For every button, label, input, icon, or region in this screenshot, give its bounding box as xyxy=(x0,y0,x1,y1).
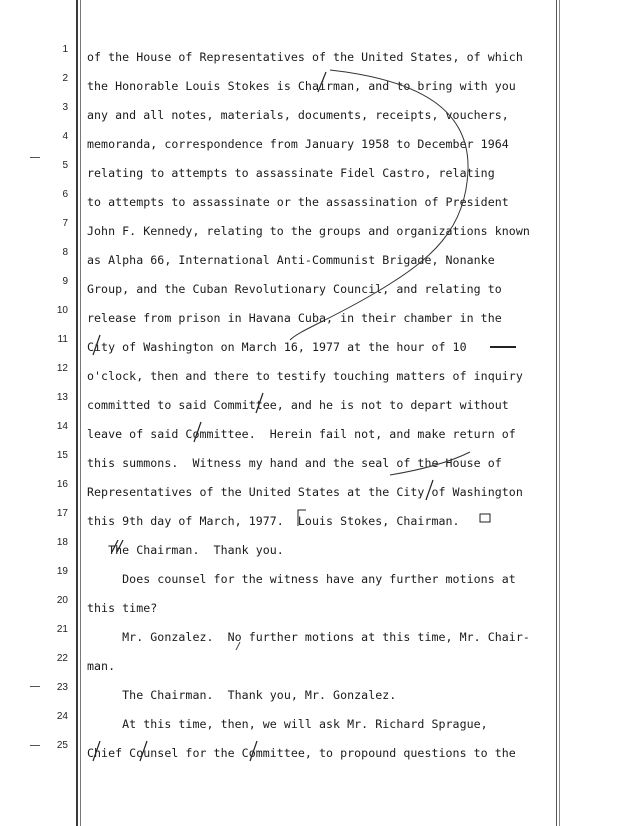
line-number: 9 xyxy=(62,276,68,287)
line-number: 2 xyxy=(62,73,68,84)
line-number: 11 xyxy=(57,334,68,345)
transcript-line: this time? xyxy=(87,601,158,615)
line-number: 14 xyxy=(56,421,68,432)
line-number: 23 xyxy=(56,682,68,693)
bracket-mark xyxy=(298,510,306,526)
transcript-line: o'clock, then and there to testify touching matters of inquiry xyxy=(87,369,523,383)
slash-mark xyxy=(426,480,433,500)
slash-mark xyxy=(250,741,257,761)
box-mark xyxy=(480,514,490,522)
transcript-line: leave of said Committee. Herein fail not, and make return of xyxy=(87,427,516,441)
line-number: 6 xyxy=(62,189,68,200)
slash-mark xyxy=(194,422,201,442)
transcript-line: to attempts to assassinate or the assassination of President xyxy=(87,195,509,209)
transcript-line: Does counsel for the witness have any further motions at xyxy=(87,572,516,586)
transcript-line: the Honorable Louis Stokes is Chairman, and to bring with you xyxy=(87,79,516,93)
slash-mark xyxy=(93,335,100,355)
line-number: 18 xyxy=(56,537,68,548)
transcript-line: committed to said Committee, and he is not to depart without xyxy=(87,398,509,412)
slash-mark xyxy=(140,741,147,761)
proofreading-curve-upper xyxy=(290,70,468,340)
transcript-line: Representatives of the United States at the City of Washington xyxy=(87,485,523,499)
line-number: 8 xyxy=(62,247,68,258)
transcript-line: Group, and the Cuban Revolutionary Council, and relating to xyxy=(87,282,502,296)
line-number: 13 xyxy=(56,392,68,403)
line-number: 12 xyxy=(56,363,68,374)
line-number: 25 xyxy=(56,740,68,751)
paragraph-mark xyxy=(112,540,123,552)
transcript-line: The Chairman. Thank you, Mr. Gonzalez. xyxy=(87,688,397,702)
transcript-line: as Alpha 66, International Anti-Communist Brigade, Nonanke xyxy=(87,253,495,267)
slash-mark xyxy=(256,393,263,413)
line-number: 22 xyxy=(56,653,68,664)
transcript-line: At this time, then, we will ask Mr. Richard Sprague, xyxy=(87,717,488,731)
transcript-line: Mr. Gonzalez. No further motions at this time, Mr. Chair- xyxy=(87,630,530,644)
line-number: 5 xyxy=(62,160,68,171)
line-number: 20 xyxy=(56,595,68,606)
slash-mark xyxy=(318,72,326,92)
line-number: 17 xyxy=(56,508,68,519)
line-number: 7 xyxy=(62,218,68,229)
line-number: 21 xyxy=(56,624,68,635)
transcript-line: City of Washington on March 16, 1977 at the hour of 10 xyxy=(87,340,467,354)
line-number: 16 xyxy=(56,479,68,490)
transcript-line: man. xyxy=(87,659,116,673)
transcript-line: The Chairman. Thank you. xyxy=(87,543,284,557)
transcript-line: any and all notes, materials, documents, receipts, vouchers, xyxy=(87,108,509,122)
line-number: 15 xyxy=(56,450,68,461)
transcript-line: Chief Counsel for the Committee, to propound questions to the xyxy=(87,746,516,760)
line-number: 3 xyxy=(62,102,68,113)
transcript-line: memoranda, correspondence from January 1958 to December 1964 xyxy=(87,137,509,151)
slash-mark xyxy=(93,741,100,761)
line-number: 24 xyxy=(56,711,68,722)
transcript-line: of the House of Representatives of the United States, of which xyxy=(87,50,523,64)
line-number: 19 xyxy=(56,566,68,577)
line-number: 1 xyxy=(62,44,68,55)
transcript-line: this 9th day of March, 1977. Louis Stokes, Chairman. xyxy=(87,514,460,528)
proofreading-curve-lower xyxy=(390,452,470,475)
line-number: 10 xyxy=(56,305,68,316)
transcript-line: release from prison in Havana Cuba, in their chamber in the xyxy=(87,311,502,325)
transcript-line: this summons. Witness my hand and the seal of the House of xyxy=(87,456,502,470)
line-number: 4 xyxy=(62,131,68,142)
transcript-line: John F. Kennedy, relating to the groups and organizations known xyxy=(87,224,530,238)
small-tick-mark xyxy=(236,642,240,650)
transcript-line: relating to attempts to assassinate Fidel Castro, relating xyxy=(87,166,495,180)
